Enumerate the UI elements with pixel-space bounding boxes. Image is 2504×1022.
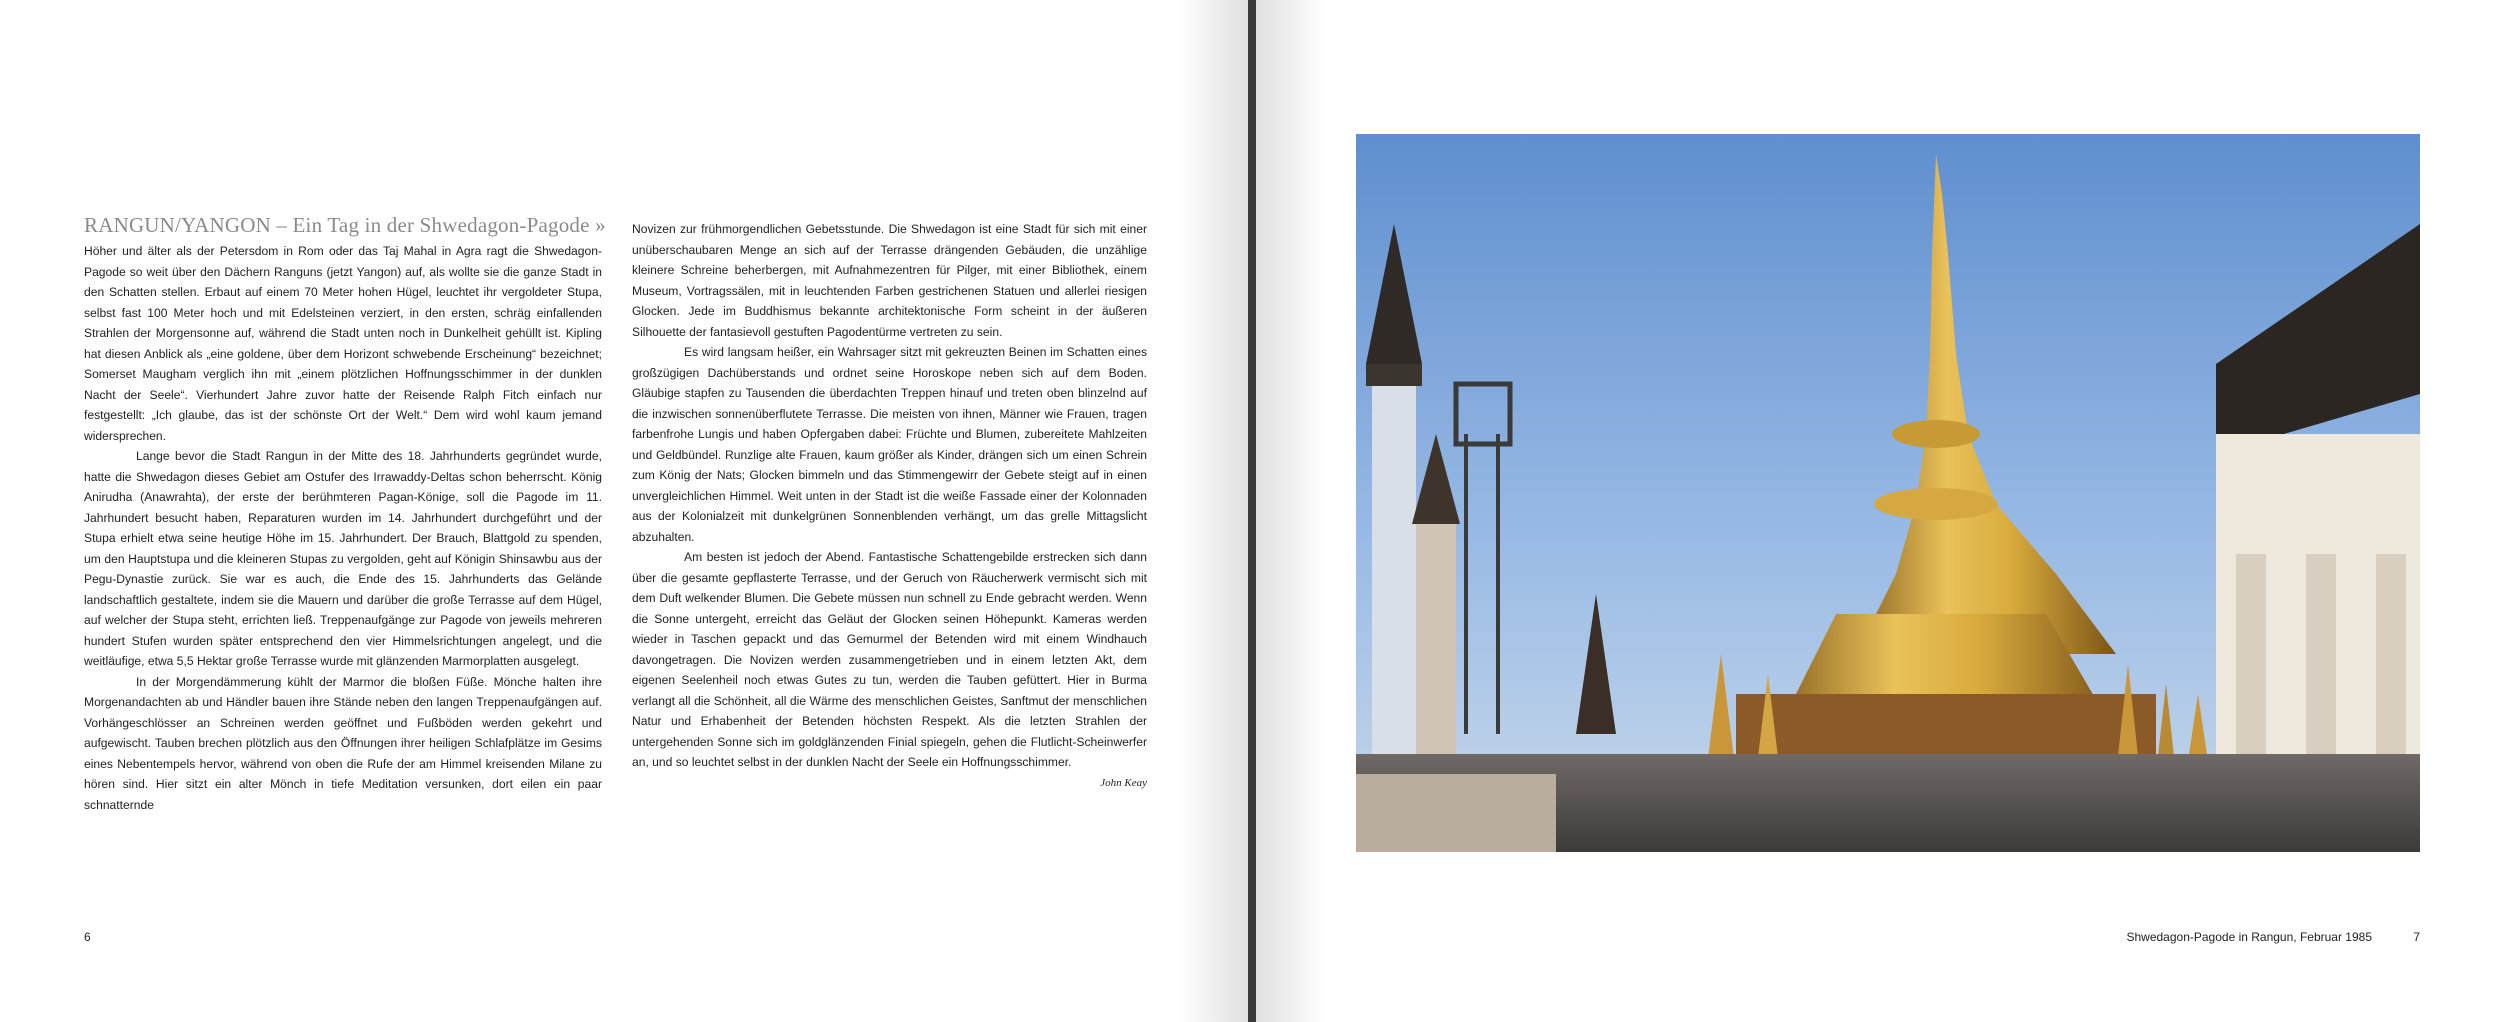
right-page: [1256, 0, 2504, 1022]
gutter-shadow: [1178, 0, 1248, 1022]
text-column-left: [84, 241, 602, 815]
article-title: RANGUN/YANGON – Ein Tag in der Shwedagon-Pagode »: [84, 213, 606, 237]
author-signature: John Keay: [1100, 776, 1147, 789]
paragraph: In der Morgendämmerung kühlt der Marmor die bloßen Füße. Mönche halten ihre Morgenandachten ab und Händler bauen ihre Stände neben den langen Treppenaufgängen auf. Vorhängeschlösser an Schreinen werden geöffnet und Fußböden werden gekehrt und aufgewischt. Tauben brechen plötzlich aus den Öffnungen ihrer heiligen Schlafplätze im Gesims eines Nebentempels hervor, während von oben die Rufe der am Himmel kreisenden Milane zu hören sind. Hier sitzt ein alter Mönch in tiefe Meditation versunken, dort eilen ein paar schnatternde: [84, 674, 602, 812]
paragraph: Es wird langsam heißer, ein Wahrsager sitzt mit gekreuzten Beinen im Schatten eines großzügigen Dachüberstands und ordnet seine Horoskope neben sich auf dem Boden. Gläubige stapfen zu Tausenden die überdachten Treppen hinauf und treten oben blinzelnd auf die inzwischen sonnenüberflutete Terrasse. Die meisten von ihnen, Männer wie Frauen, tragen farbenfrohe Lungis und haben Opfergaben dabei: Früchte und Blumen, zubereitete Mahlzeiten und Geldbündel. Runzlige alte Frauen, kaum größer als Kinder, drängen sich um einen Schrein zum König der Nats; Glocken bimmeln und das Stimmengewirr der Gebete steigt auf in einen unvergleichlichen Himmel. Weit unten in der Stadt ist die weiße Fassade einer der Kolonnaden aus der Kolonialzeit mit dunkelgrünen Sonnenblenden verhängt, um das grelle Mittagslicht abzuhalten.: [632, 345, 1147, 544]
paragraph: Lange bevor die Stadt Rangun in der Mitte des 18. Jahrhunderts gegründet wurde, hatte die Shwedagon dieses Gebiet am Ostufer des Irrawaddy-Deltas schon beherrscht. König Anirudha (Anawrahta), der erste der berühmteren Pagan-Könige, soll die Pagode im 11. Jahrhundert besucht haben, Reparaturen wurden im 14. Jahrhundert durchgeführt und der Stupa erhielt etwa seine heutige Höhe im 15. Jahrhundert. Der Brauch, Blattgold zu spenden, um den Hauptstupa und die kleineren Stupas zu vergolden, geht auf Königin Shinsawbu aus der Pegu-Dynastie zurück. Sie war es auch, die Ende des 15. Jahrhunderts das Gelände landschaftlich gestaltete, indem sie die Mauern und darüber die große Terrasse auf dem Hügel, auf welcher der Stupa steht, errichten ließ. Treppenaufgänge zur Pagode von jeweils mehreren hundert Stufen wurden später entsprechend den vier Himmelsrichtungen angelegt, und die weitläufige, etwa 5,5 Hektar große Terrasse wurde mit glänzenden Marmorplatten ausgelegt.: [84, 449, 602, 668]
left-page: [0, 0, 1248, 1022]
paragraph: Novizen zur frühmorgendlichen Gebetsstunde. Die Shwedagon ist eine Stadt für sich mit einer unüberschaubaren Menge an sich auf der Terrasse drängenden Gebäuden, die unzählige kleinere Schreine beherbergen, mit Aufnahmezentren für Pilger, mit einer Bibliothek, einem Museum, Vortragssälen, mit in leuchtenden Farben gestrichenen Statuen und allerlei riesigen Glocken. Jede im Buddhismus bekannte architektonische Form scheint in der äußeren Silhouette der fantasievoll gestuften Pagodentürme vertreten zu sein.: [632, 222, 1147, 339]
gutter-shadow: [1256, 0, 1326, 1022]
paragraph: Am besten ist jedoch der Abend. Fantastische Schattengebilde erstrecken sich dann über die gesamte gepflasterte Terrasse, und der Geruch von Räucherwerk vermischt sich mit dem Duft welkender Blumen. Die Gebete müssen nun schnell zu Ende gebracht werden. Wenn die Sonne untergeht, erreicht das Geläut der Glocken seinen Höhepunkt. Kameras werden wieder in Taschen gepackt und das Gemurmel der Betenden wird mit einem Windhauch davongetragen. Die Novizen werden zusammengetrieben und in einem letzten Akt, dem eigenen Seelenheil noch etwas Gutes zu tun, werden die Tauben gefüttert. Hier in Burma verlangt all die Schönheit, all die Wärme des menschlichen Geistes, Sanftmut der menschlichen Natur und Erhabenheit der Betenden höchsten Respekt. Als die letzten Strahlen der untergehenden Sonne sich im goldglänzenden Finial spiegeln, gehen die Flutlicht-Scheinwerfer an, und so leuchtet selbst in der dunklen Nacht der Seele ein Hoffnungsschimmer.: [632, 550, 1147, 769]
paragraph: Höher und älter als der Petersdom in Rom oder das Taj Mahal in Agra ragt die Shwedagon-Pagode so weit über den Dächern Ranguns (jetzt Yangon) auf, als wollte sie die ganze Stadt in den Schatten stellen. Erbaut auf einem 70 Meter hohen Hügel, leuchtet ihr vergoldeter Stupa, selbst fast 100 Meter hoch und mit Edelsteinen verziert, in den ersten, schräg einfallenden Strahlen der Morgensonne auf, während die Stadt unten noch in Dunkelheit gehüllt ist. Kipling hat diesen Anblick als „eine goldene, über dem Horizont schwebende Erscheinung“ bezeichnet; Somerset Maugham verglich ihn mit „einem plötzlichen Hoffnungsschimmer in der dunklen Nacht der Seele“. Vierhundert Jahre zuvor hatte der Reisende Ralph Fitch einfach nur festgestellt: „Ich glaube, das ist der schönste Ort der Welt.“ Dem wird wohl kaum jemand widersprechen.: [84, 244, 602, 443]
page-number-left: 6: [84, 930, 91, 944]
shwedagon-pagoda-photo: [1356, 134, 2420, 852]
text-column-right: [632, 219, 1147, 793]
photo-caption: Shwedagon-Pagode in Rangun, Februar 1985: [2126, 930, 2372, 944]
page-number-right: 7: [2413, 930, 2420, 944]
